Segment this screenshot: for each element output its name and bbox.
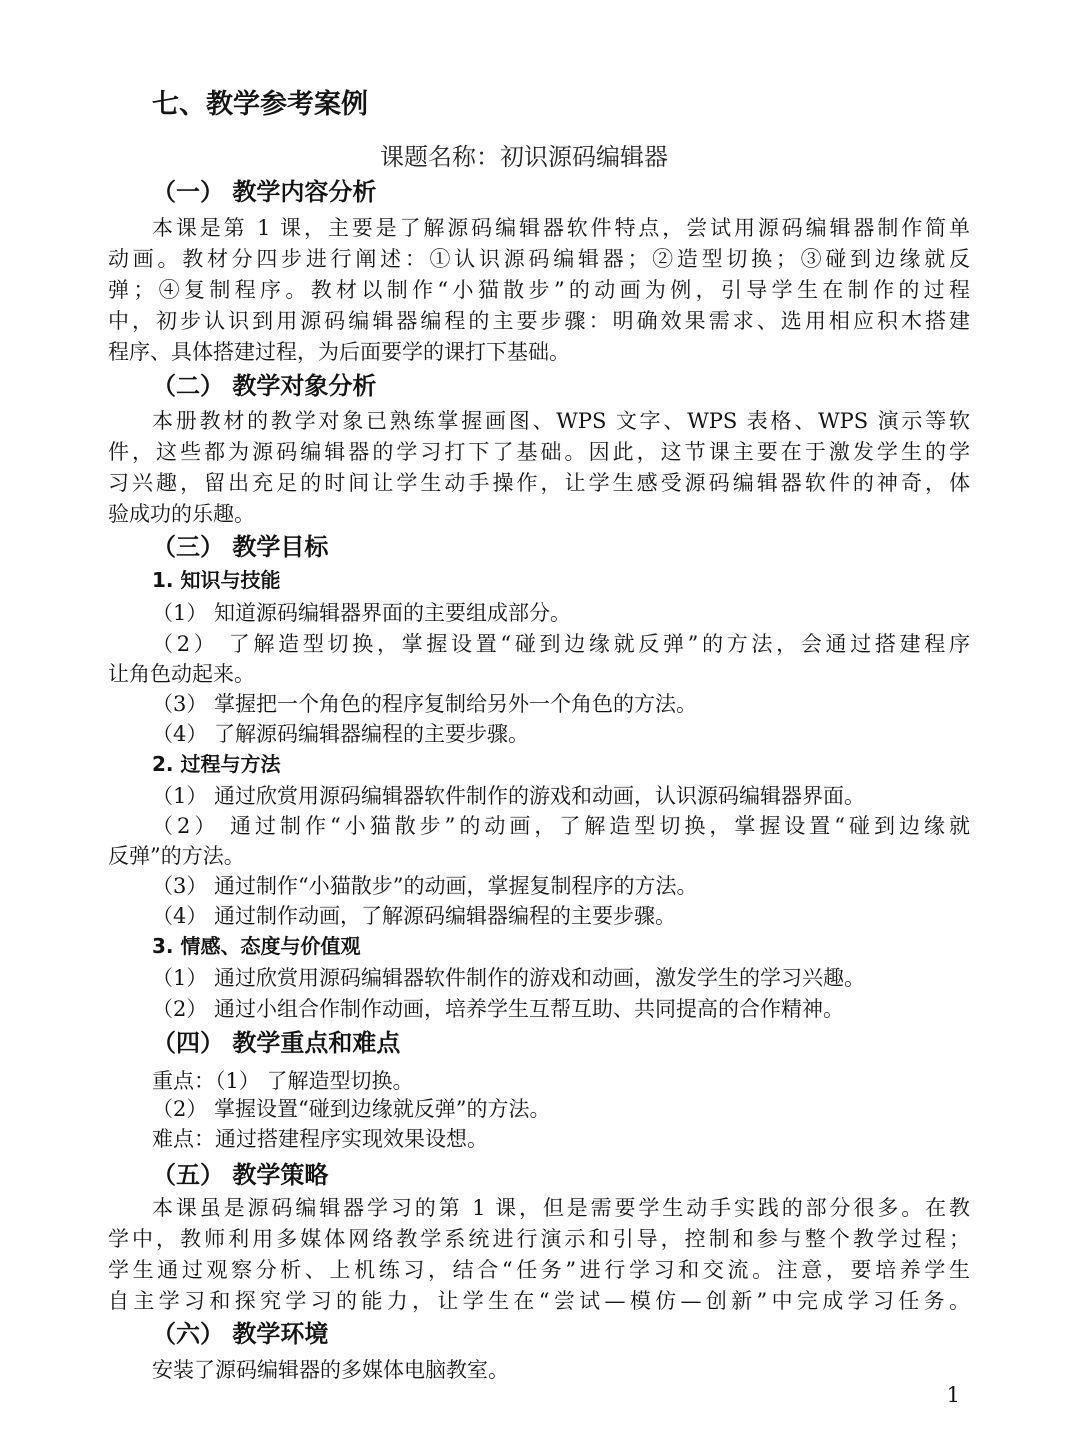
paragraph-line: 学生通过观察分析、上机练习，结合“任务”进行学习和交流。注意，要培养学生 <box>108 1258 970 1282</box>
paragraph-line: 弹；④复制程序。教材以制作“小猫散步”的动画为例，引导学生在制作的过程 <box>108 278 970 302</box>
list-item: （1） 通过欣赏用源码编辑器软件制作的游戏和动画，激发学生的学习兴趣。 <box>152 966 866 990</box>
section-heading-strategy: （五） 教学策略 <box>152 1161 329 1189</box>
paragraph-line: 本册教材的教学对象已熟练掌握画图、WPS 文字、WPS 表格、WPS 演示等软 <box>152 409 970 433</box>
section-heading-content-analysis: （一） 教学内容分析 <box>152 178 377 206</box>
section-heading-key-points: （四） 教学重点和难点 <box>152 1029 401 1057</box>
list-item-continuation: 让角色动起来。 <box>108 662 255 686</box>
paragraph-line: 动画。教材分四步进行阐述：①认识源码编辑器；②造型切换；③碰到边缘就反 <box>108 247 970 271</box>
chapter-title: 七、教学参考案例 <box>152 89 368 120</box>
list-item: （3） 掌握把一个角色的程序复制给另外一个角色的方法。 <box>152 692 698 716</box>
paragraph-line: 重点：（1） 了解造型切换。 <box>152 1069 414 1093</box>
list-item: （4） 通过制作动画，了解源码编辑器编程的主要步骤。 <box>152 904 677 928</box>
paragraph-line: （2） 掌握设置“碰到边缘就反弹”的方法。 <box>152 1097 551 1121</box>
list-item: （2） 了解造型切换，掌握设置“碰到边缘就反弹”的方法，会通过搭建程序 <box>152 632 970 656</box>
paragraph-line: 本课是第 1 课，主要是了解源码编辑器软件特点，尝试用源码编辑器制作简单 <box>152 216 970 240</box>
paragraph-line: 验成功的乐趣。 <box>108 502 255 526</box>
list-item: （1） 通过欣赏用源码编辑器软件制作的游戏和动画，认识源码编辑器界面。 <box>152 784 866 808</box>
section-heading-audience-analysis: （二） 教学对象分析 <box>152 372 377 400</box>
paragraph-line: 学中，教师利用多媒体网络教学系统进行演示和引导，控制和参与整个教学过程； <box>108 1227 970 1251</box>
paragraph-line: 自主学习和探究学习的能力，让学生在“尝试—模仿—创新”中完成学习任务。 <box>108 1289 970 1313</box>
list-item-continuation: 反弹”的方法。 <box>108 844 245 868</box>
subheading-knowledge-skills: 1. 知识与技能 <box>152 568 281 592</box>
lesson-title: 课题名称：初识源码编辑器 <box>380 143 668 171</box>
paragraph-line: 本课虽是源码编辑器学习的第 1 课，但是需要学生动手实践的部分很多。在教 <box>152 1196 970 1220</box>
paragraph-line: 件，这些都为源码编辑器的学习打下了基础。因此，这节课主要在于激发学生的学 <box>108 440 970 464</box>
paragraph-line: 习兴趣，留出充足的时间让学生动手操作，让学生感受源码编辑器软件的神奇，体 <box>108 471 970 495</box>
subheading-process-methods: 2. 过程与方法 <box>152 752 281 776</box>
paragraph-line: 难点：通过搭建程序实现效果设想。 <box>152 1127 488 1151</box>
list-item: （4） 了解源码编辑器编程的主要步骤。 <box>152 722 530 746</box>
list-item: （2） 通过小组合作制作动画，培养学生互帮互助、共同提高的合作精神。 <box>152 997 845 1021</box>
paragraph-line: 程序、具体搭建过程，为后面要学的课打下基础。 <box>108 340 570 364</box>
paragraph-line: 安装了源码编辑器的多媒体电脑教室。 <box>152 1358 509 1382</box>
page-number: 1 <box>946 1383 960 1407</box>
subheading-emotion-values: 3. 情感、态度与价值观 <box>152 934 361 958</box>
paragraph-line: 中，初步认识到用源码编辑器编程的主要步骤：明确效果需求、选用相应积木搭建 <box>108 309 970 333</box>
list-item: （1） 知道源码编辑器界面的主要组成部分。 <box>152 601 572 625</box>
section-heading-objectives: （三） 教学目标 <box>152 533 329 561</box>
section-heading-environment: （六） 教学环境 <box>152 1320 329 1348</box>
list-item: （3） 通过制作“小猫散步”的动画，掌握复制程序的方法。 <box>152 874 698 898</box>
list-item: （2） 通过制作“小猫散步”的动画，了解造型切换，掌握设置“碰到边缘就 <box>152 814 970 838</box>
